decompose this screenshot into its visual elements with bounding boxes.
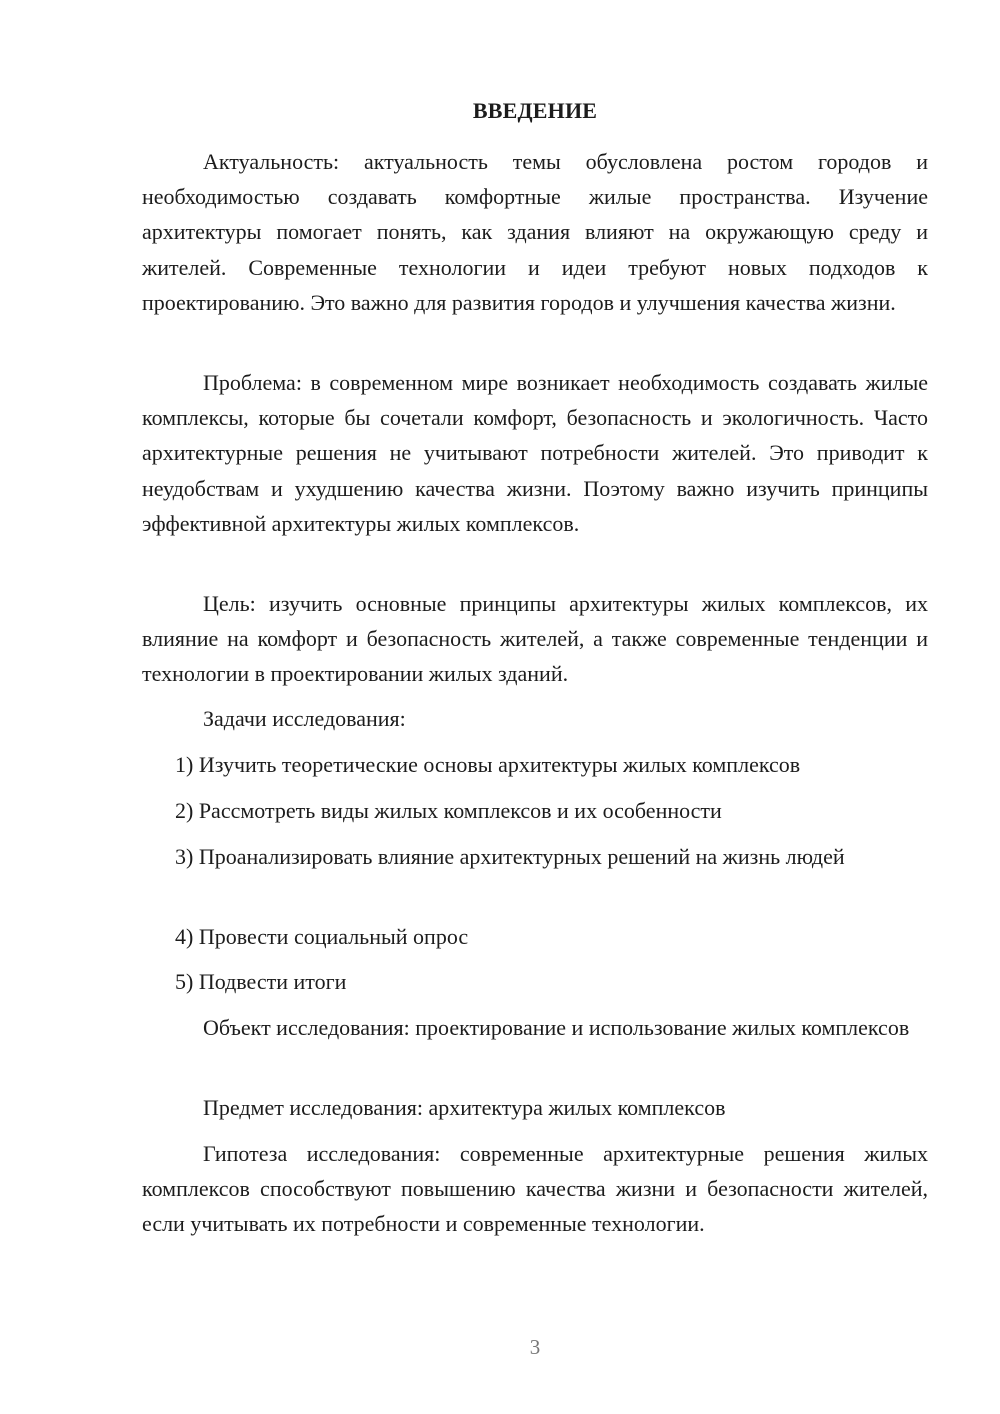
paragraph-problem: Проблема: в современном мире возникает необходимость создавать жилые комплексы, которые бы сочетали комфорт, безопасность и экологичность. Часто архитектурные решения не учитывают потребности жителей. Это приводит к неудобствам и ухудшению качества жизни. Поэтому важно изучить принципы эффективной архитектуры жилых комплексов. (142, 370, 928, 536)
section-title: ВВЕДЕНИЕ (472, 98, 598, 123)
task-item-2: 2) Рассмотреть виды жилых комплексов и их особенности (175, 798, 722, 823)
tasks-heading: Задачи исследования: (203, 706, 406, 731)
task-item-3: 3) Проанализировать влияние архитектурных решений на жизнь людей (175, 844, 845, 869)
paragraph-subject: Предмет исследования: архитектура жилых комплексов (203, 1095, 726, 1120)
paragraph-object: Объект исследования: проектирование и использование жилых комплексов (203, 1015, 910, 1040)
paragraph-goal: Цель: изучить основные принципы архитектуры жилых комплексов, их влияние на комфорт и безопасность жителей, а также современные тенденции и технологии в проектировании жилых зданий. (142, 591, 928, 687)
task-item-4: 4) Провести социальный опрос (175, 924, 469, 949)
task-item-1: 1) Изучить теоретические основы архитектуры жилых комплексов (175, 752, 801, 777)
task-item-5: 5) Подвести итоги (175, 969, 347, 994)
page-number: 3 (529, 1335, 541, 1359)
paragraph-relevance: Актуальность: актуальность темы обусловлена ростом городов и необходимостью создавать комфортные жилые пространства. Изучение архитектуры помогает понять, как здания влияют на окружающую среду и жителей. Современные технологии и идеи требуют новых подходов к проектированию. Это важно для развития городов и улучшения качества жизни. (142, 149, 928, 315)
paragraph-hypothesis: Гипотеза исследования: современные архитектурные решения жилых комплексов способствуют повышению качества жизни и безопасности жителей, если учитывать их потребности и современные технологии. (142, 1141, 928, 1237)
